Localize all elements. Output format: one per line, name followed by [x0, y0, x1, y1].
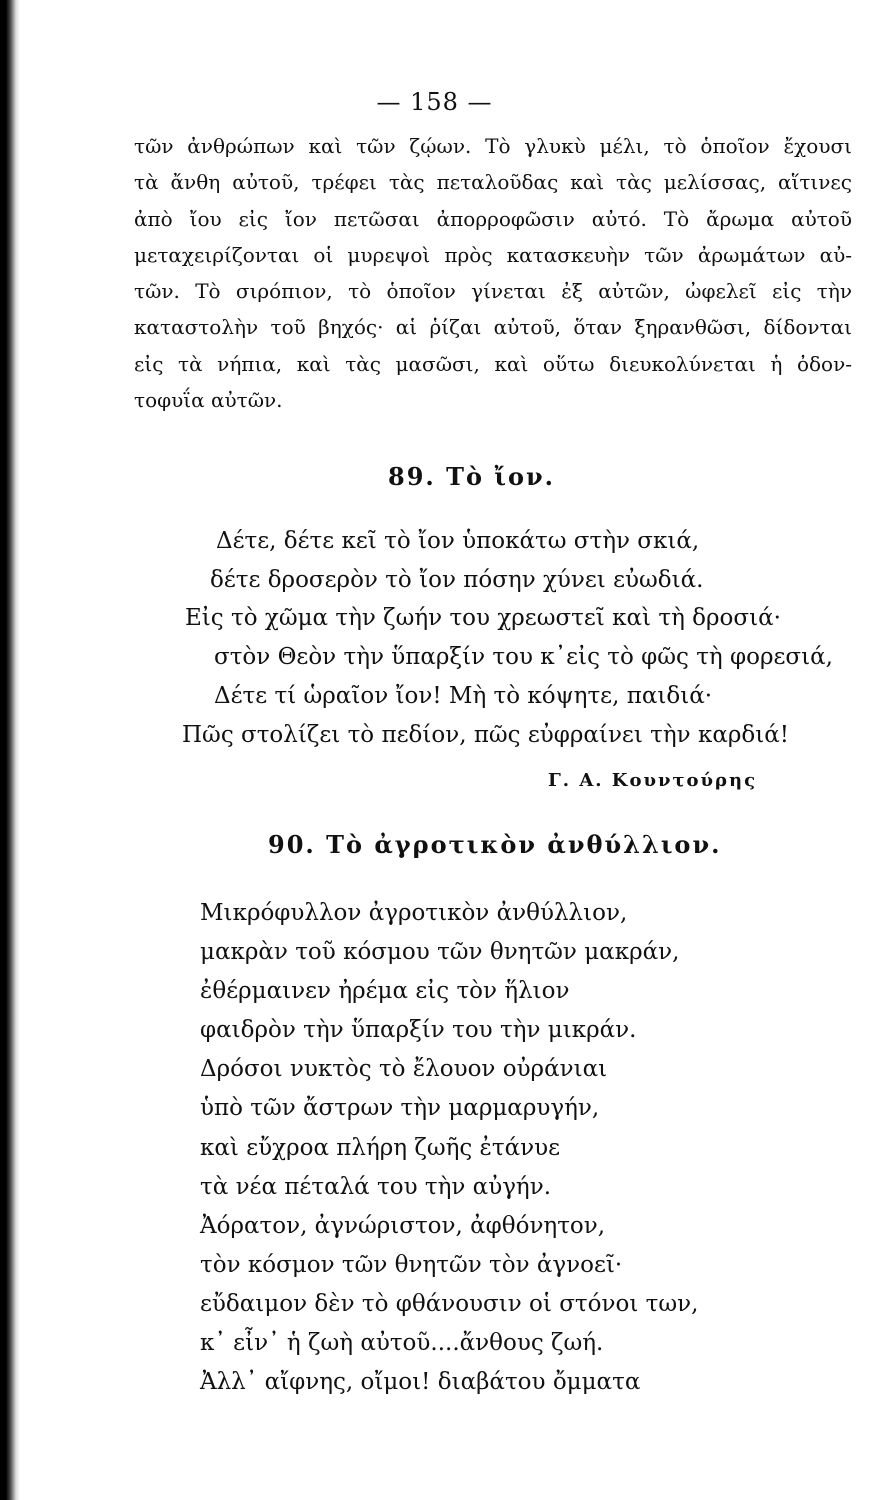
author-signature: Γ. Α. Κουντούρης [548, 770, 758, 791]
page-number: — 158 — [376, 88, 493, 116]
poem-line: Δέτε τί ὡραῖον ἴον! Μὴ τὸ κόψητε, παιδιά· [214, 682, 713, 709]
prose-line: τοφυΐα αὐτῶν. [134, 388, 283, 413]
prose-line: ἀπὸ ἴου εἰς ἴον πετῶσαι ἀπορροφῶσιν αὐτό. Τὸ ἄρωμα αὐτοῦ [134, 206, 852, 231]
poem-90 [200, 894, 698, 1402]
poem-line: τὰ νέα πέταλά του τὴν αὐγήν. [200, 1173, 552, 1200]
poem-line: ἐθέρμαινεν ἠρέμα εἰς τὸν ἥλιον [200, 978, 570, 1005]
prose-line: μεταχειρίζονται οἱ μυρεψοὶ πρὸς κατασκευὴν τῶν ἀρωμάτων αὐ- [134, 242, 852, 267]
prose-line: τῶν. Τὸ σιρόπιον, τὸ ὁποῖον γίνεται ἐξ αὐτῶν, ὠφελεῖ εἰς τὴν [134, 279, 852, 304]
poem-line: Δρόσοι νυκτὸς τὸ ἔλουον οὐράνιαι [200, 1056, 608, 1083]
poem-line: Εἰς τὸ χῶμα τὴν ζωήν του χρεωστεῖ καὶ τὴ δροσιά· [185, 605, 781, 632]
poem-line: καὶ εὔχροα πλήρη ζωῆς ἐτάνυε [200, 1134, 561, 1161]
page-edge-shadow [0, 0, 20, 1500]
poem-line: ὑπὸ τῶν ἄστρων τὴν μαρμαρυγήν, [200, 1095, 600, 1122]
poem-line: Μικρόφυλλον ἀγροτικὸν ἀνθύλλιον, [200, 900, 628, 926]
poem-line: Ἀλλ᾽ αἴφνης, οἴμοι! διαβάτου ὄμματα [200, 1369, 641, 1396]
poem-line: στὸν Θεὸν τὴν ὕπαρξίν του κ᾽εἰς τὸ φῶς τὴ φορεσιά, [214, 644, 833, 671]
poem-line: δέτε δροσερὸν τὸ ἴον πόσην χύνει εὐωδιά. [210, 566, 704, 593]
poem-line: μακρὰν τοῦ κόσμου τῶν θνητῶν μακράν, [200, 939, 680, 966]
poem-line: Δέτε, δέτε κεῖ τὸ ἴον ὑποκάτω στὴν σκιά, [216, 528, 700, 554]
prose-line: εἰς τὰ νήπια, καὶ τὰς μασῶσι, καὶ οὕτω διευκολύνεται ἡ ὀδον- [134, 351, 852, 376]
section-89-heading: 89. Τὸ ἴον. [388, 462, 555, 491]
poem-line: εὔδαιμον δὲν τὸ φθάνουσιν οἱ στόνοι των, [200, 1290, 699, 1317]
poem-line: φαιδρὸν τὴν ὕπαρξίν του τὴν μικράν. [200, 1017, 637, 1044]
poem-line: Πῶς στολίζει τὸ πεδίον, πῶς εὐφραίνει τὴν καρδιά! [182, 721, 790, 748]
prose-line: καταστολὴν τοῦ βηχός· αἱ ῥίζαι αὐτοῦ, ὅταν ξηρανθῶσι, δίδονται [134, 315, 852, 340]
prose-line: τὰ ἄνθη αὐτοῦ, τρέφει τὰς πεταλοῦδας καὶ τὰς μελίσσας, αἵτινες [134, 170, 852, 195]
poem-line: τὸν κόσμον τῶν θνητῶν τὸν ἀγνοεῖ· [200, 1251, 623, 1278]
poem-line: κ᾽ εἶν᾽ ἡ ζωὴ αὐτοῦ....ἄνθους ζωή. [200, 1330, 604, 1357]
poem-line: Ἀόρατον, ἀγνώριστον, ἀφθόνητον, [200, 1212, 606, 1239]
prose-paragraph [134, 128, 852, 418]
prose-line: τῶν ἀνθρώπων καὶ τῶν ζῴων. Τὸ γλυκὺ μέλι, τὸ ὁποῖον ἔχουσι [134, 134, 852, 158]
section-90-heading: 90. Τὸ ἀγροτικὸν ἀνθύλλιον. [268, 830, 722, 859]
